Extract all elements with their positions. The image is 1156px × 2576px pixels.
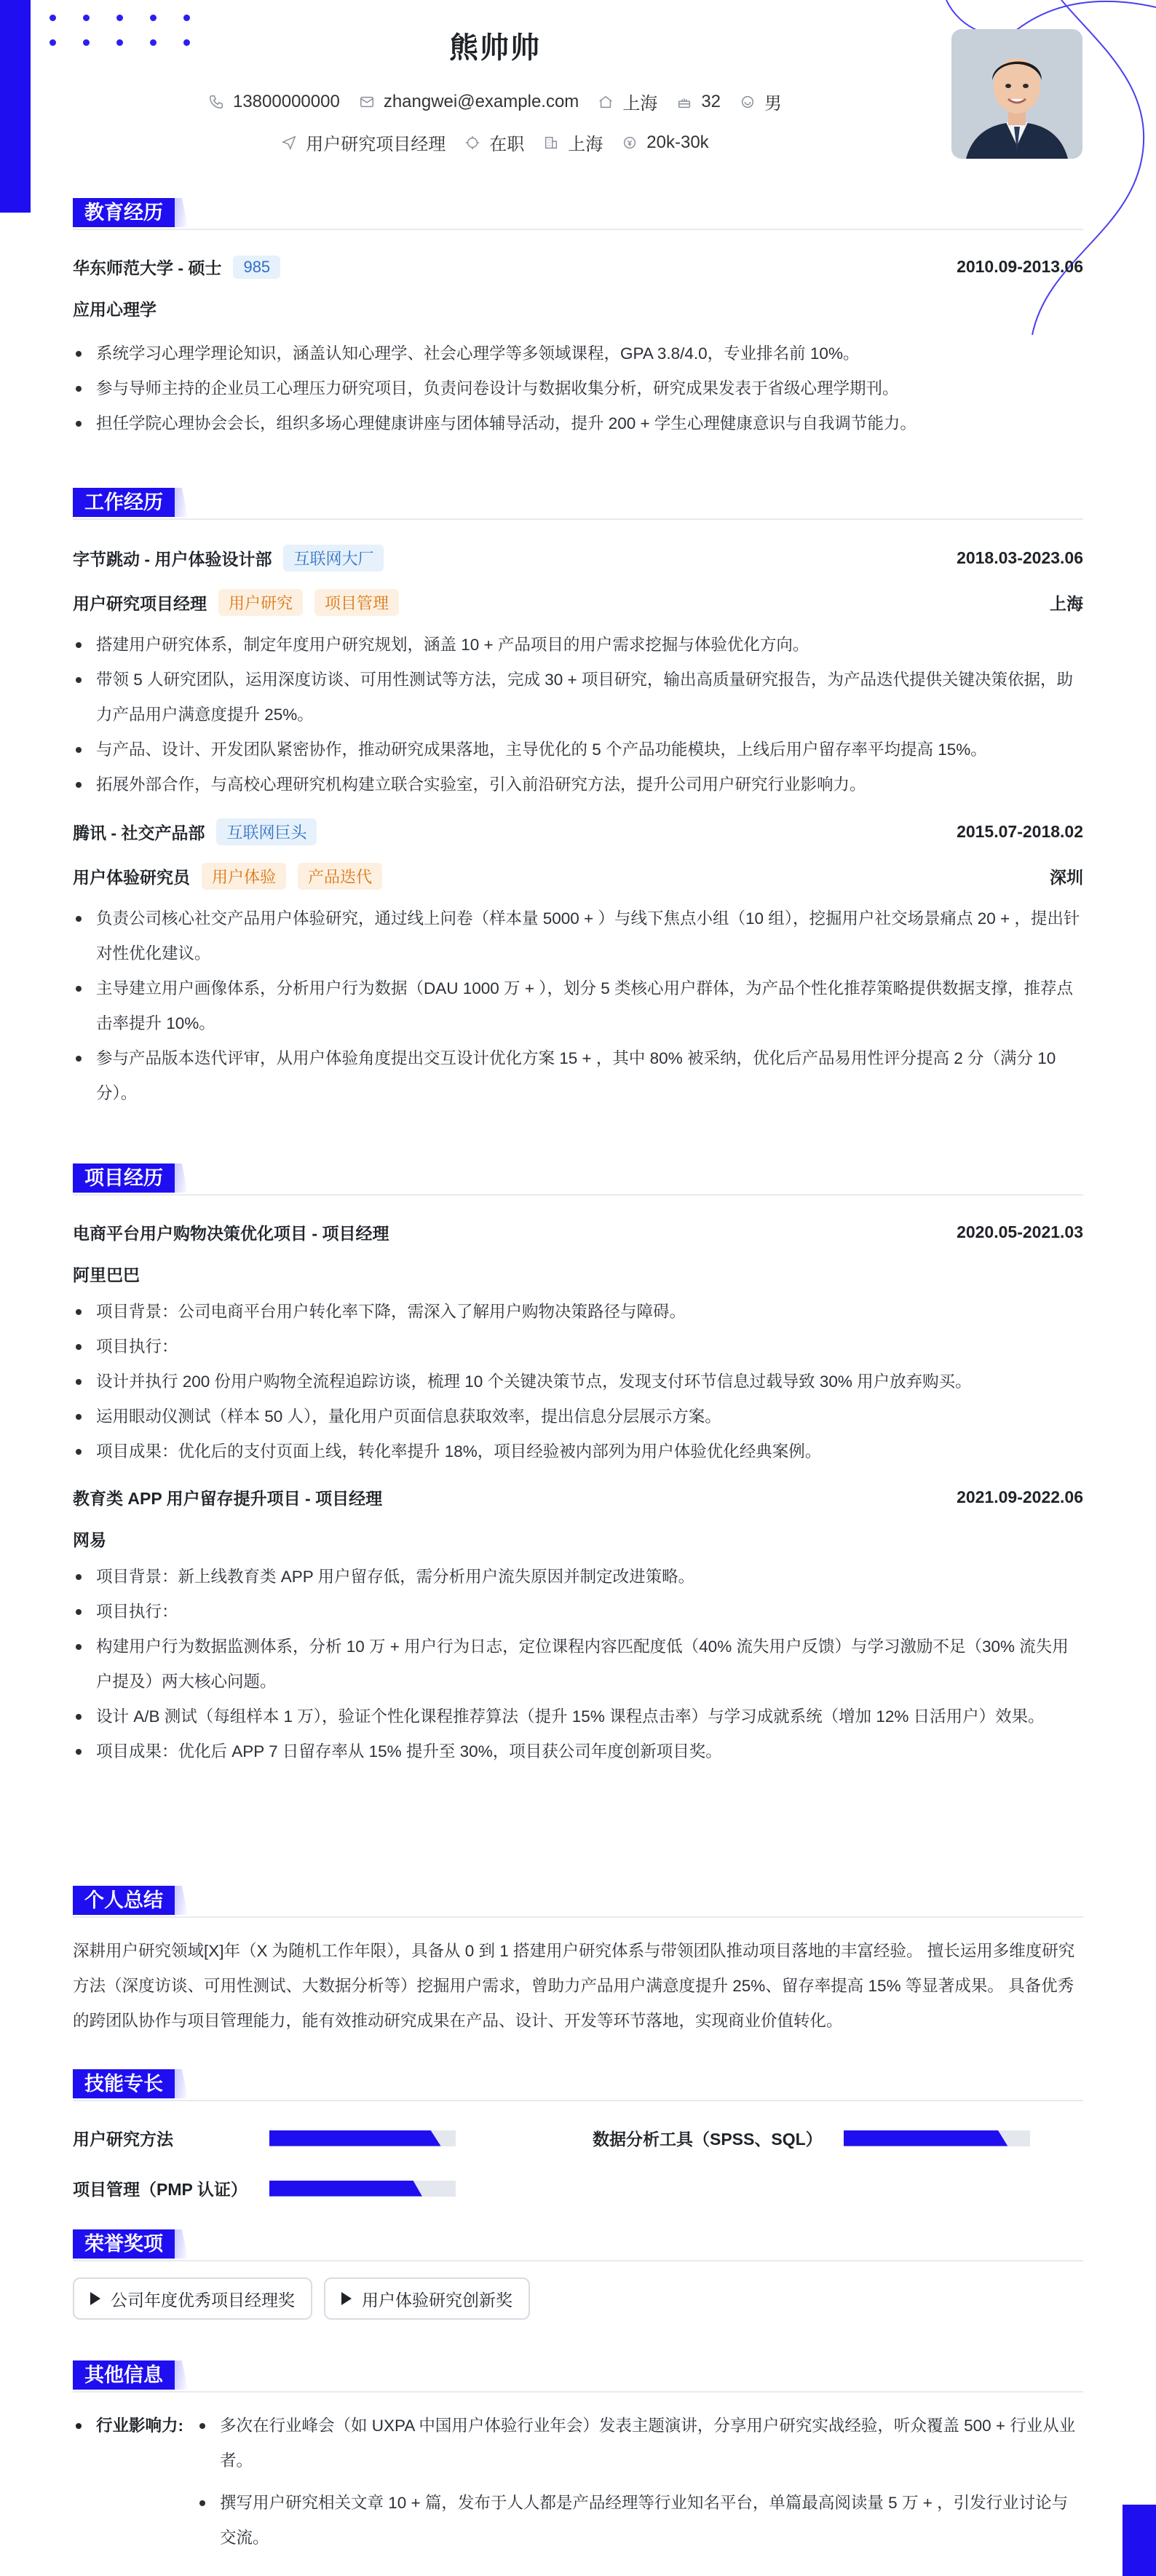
resume-header [0, 0, 1156, 189]
list-item: 参与导师主持的企业员工心理压力研究项目，负责问卷设计与数据收集分析，研究成果发表于省级心理学期刊。 [73, 371, 1083, 406]
education-major: 应用心理学 [73, 300, 157, 319]
profile-photo [951, 29, 1082, 159]
job-company-row [73, 545, 1083, 572]
cake-icon [676, 94, 692, 110]
award-item [324, 2277, 530, 2320]
phone-item [208, 92, 340, 112]
job-company-row [73, 818, 1083, 845]
skill-fill [269, 2181, 422, 2197]
skill-item [73, 2126, 563, 2150]
list-item: 项目成果：优化后的支付页面上线，转化率提升 18%，项目经验被内部列为用户体验优化经典案例。 [73, 1434, 1083, 1469]
skill-bar [269, 2130, 456, 2146]
email-item [359, 92, 579, 112]
job-period: 2018.03-2023.06 [957, 548, 1083, 567]
home-icon [598, 94, 614, 110]
gender-item [740, 89, 782, 114]
list-item: 带领 5 人研究团队，运用深度访谈、可用性测试等方法，完成 30 + 项目研究，输出高质量研究报告，为产品迭代提供关键决策依据，助力产品用户满意度提升 25%。 [73, 663, 1083, 732]
project-bullets [73, 1295, 1083, 1469]
list-item: 运用眼动仪测试（样本 50 人），量化用户页面信息获取效率，提出信息分层展示方案。 [73, 1399, 1083, 1434]
awards-title: 荣誉奖项 [73, 2229, 175, 2259]
school-name: 华东师范大学 - 硕士 [73, 258, 222, 277]
list-item: 与产品、设计、开发团队紧密协作，推动研究成果落地，主导优化的 5 个产品功能模块，上线后用户留存率平均提高 15%。 [73, 732, 1083, 767]
summary-title: 个人总结 [73, 1886, 175, 1915]
awards-list [73, 2277, 1083, 2320]
projects-section [73, 1163, 1083, 1785]
list-item: 担任学院心理协会会长，组织多场心理健康讲座与团体辅导活动，提升 200 + 学生心理健康意识与自我调节能力。 [73, 406, 1083, 441]
project-name: 教育类 APP 用户留存提升项目 - 项目经理 [73, 1489, 383, 1508]
skill-name: 项目管理（PMP 认证） [73, 2180, 248, 2199]
award-label: 公司年度优秀项目经理奖 [111, 2290, 295, 2310]
list-item: 设计 A/B 测试（每组样本 1 万），验证个性化课程推荐算法（提升 15% 课程点击率）与学习成就系统（增加 12% 日活用户）效果。 [73, 1699, 1083, 1734]
project-row [73, 1485, 1083, 1509]
job-period: 2015.07-2018.02 [957, 822, 1083, 841]
awards-section [73, 2229, 1083, 2320]
list-item: 搭建用户研究体系，制定年度用户研究规划，涵盖 10 + 产品项目的用户需求挖掘与体验优化方向。 [73, 628, 1083, 663]
status-icon [464, 135, 480, 151]
project-org: 网易 [73, 1530, 106, 1549]
salary-text: 20k-30k [646, 132, 709, 152]
job-role: 用户研究项目经理 [73, 594, 207, 613]
skill-fill [269, 2130, 441, 2146]
project-row [73, 1220, 1083, 1244]
age-item [676, 92, 721, 112]
mail-icon [359, 94, 375, 110]
list-item: 负责公司核心社交产品用户体验研究，通过线上问卷（样本量 5000 + ）与线下焦点小组（10 组），挖掘用户社交场景痛点 20 + ，提出针对性优化建议。 [73, 901, 1083, 971]
job-title-text: 用户研究项目经理 [306, 135, 446, 154]
awards-header [73, 2229, 1083, 2261]
education-title: 教育经历 [73, 198, 175, 227]
other-row [73, 2409, 1083, 2563]
skill-bar [844, 2130, 1030, 2146]
project-period: 2021.09-2022.06 [957, 1487, 1083, 1506]
award-label: 用户体验研究创新奖 [362, 2290, 512, 2310]
company-tag: 互联网大厂 [283, 545, 384, 572]
education-header [73, 198, 1083, 230]
project-period: 2020.05-2021.03 [957, 1222, 1083, 1241]
coin-icon [622, 135, 638, 151]
award-item [73, 2277, 312, 2320]
skills-title: 技能专长 [73, 2069, 175, 2098]
other-label: 行业影响力: [73, 2409, 197, 2563]
age-text: 32 [701, 91, 721, 111]
phone-icon [208, 94, 224, 110]
job-entry [73, 545, 1083, 802]
list-item: 撰写用户研究相关文章 10 + 篇，发布于人人都是产品经理等行业知名平台，单篇最高阅读量 5 万 + ，引发行业讨论与交流。 [197, 2486, 1083, 2556]
phone-text: 13800000000 [232, 91, 340, 111]
school-tag: 985 [233, 256, 280, 279]
skill-name: 数据分析工具（SPSS、SQL） [593, 2130, 823, 2149]
list-item: 构建用户行为数据监测体系，分析 10 万 + 用户行为日志，定位课程内容匹配度低（40% 流失用户反馈）与学习激励不足（30% 流失用户提及）两大核心问题。 [73, 1629, 1083, 1699]
work-section [73, 488, 1083, 1127]
role-tag: 用户体验 [202, 863, 286, 890]
list-item: 项目执行： [73, 1595, 1083, 1629]
job-role-row [73, 863, 1083, 890]
contact-row [0, 89, 990, 114]
projects-header [73, 1163, 1083, 1196]
job-bullets [73, 628, 1083, 802]
job-company: 字节跳动 - 用户体验设计部 [73, 550, 272, 569]
skills-header [73, 2069, 1083, 2101]
other-section [73, 2360, 1083, 2563]
job-bullets [73, 901, 1083, 1111]
person-name: 熊帅帅 [449, 32, 541, 64]
skill-fill [844, 2130, 1007, 2146]
skill-item [593, 2126, 1083, 2150]
status-text: 在职 [489, 135, 525, 154]
work-title: 工作经历 [73, 488, 175, 517]
skill-name: 用户研究方法 [73, 2130, 173, 2149]
project-entry [73, 1220, 1083, 1469]
summary-text: 深耕用户研究领域[X]年（X 为随机工作年限），具备从 0 到 1 搭建用户研究体系与带领团队推动项目落地的丰富经验。 擅长运用多维度研究方法（深度访谈、可用性测试、大数据分析等）挖掘用户需求，曾助力产品用户满意度提升 25%、留存率提高 15% 等显著成果。 具备优秀的跨团队协作与项目管理能力，能有效推动研究成果在产品、设计、开发等环节落地，实现商业价值转化。 [73, 1942, 1075, 2030]
job-entry [73, 818, 1083, 1111]
role-tag: 项目管理 [314, 589, 399, 616]
education-row [73, 255, 1083, 279]
job-role-row [73, 589, 1083, 616]
send-icon [281, 135, 297, 151]
skills-grid [73, 2126, 1083, 2200]
project-name: 电商平台用户购物决策优化项目 - 项目经理 [73, 1224, 389, 1243]
job-role: 用户体验研究员 [73, 868, 190, 887]
gender-text: 男 [764, 94, 783, 114]
play-triangle-icon [341, 2292, 352, 2305]
status-item [464, 130, 524, 155]
role-tag: 产品迭代 [298, 863, 382, 890]
project-bullets [73, 1560, 1083, 1769]
job-title-item [281, 130, 446, 155]
job-location: 深圳 [1050, 868, 1083, 887]
other-header [73, 2360, 1083, 2393]
education-period: 2010.09-2013.06 [957, 257, 1083, 276]
home-city-text: 上海 [622, 94, 658, 114]
work-header [73, 488, 1083, 520]
skills-section [73, 2069, 1083, 2200]
project-entry [73, 1485, 1083, 1769]
play-triangle-icon [90, 2292, 100, 2305]
home-city-item [598, 89, 657, 114]
summary-header [73, 1886, 1083, 1918]
list-item: 项目背景：公司电商平台用户转化率下降，需深入了解用户购物决策路径与障碍。 [73, 1295, 1083, 1330]
other-list [197, 2409, 1083, 2563]
skill-item [73, 2176, 563, 2200]
work-city-text: 上海 [568, 135, 603, 154]
list-item: 项目执行： [73, 1330, 1083, 1364]
job-location: 上海 [1050, 594, 1083, 613]
job-row [0, 130, 990, 155]
education-section [73, 198, 1083, 441]
education-bullets [73, 336, 1083, 441]
salary-item [622, 133, 708, 153]
job-company: 腾讯 - 社交产品部 [73, 823, 205, 842]
summary-section [73, 1886, 1083, 2039]
list-item: 多次在行业峰会（如 UXPA 中国用户体验行业年会）发表主题演讲，分享用户研究实战经验，听众覆盖 500 + 行业从业者。 [197, 2409, 1083, 2478]
skill-bar [269, 2181, 456, 2197]
list-item: 项目背景：新上线教育类 APP 用户留存低，需分析用户流失原因并制定改进策略。 [73, 1560, 1083, 1595]
company-tag: 互联网巨头 [216, 818, 317, 845]
decor-bottom-right-bar [1123, 2505, 1156, 2576]
project-org: 阿里巴巴 [73, 1265, 140, 1284]
work-city-item [543, 130, 603, 155]
list-item: 主导建立用户画像体系，分析用户行为数据（DAU 1000 万 + ），划分 5 类核心用户群体，为产品个性化推荐策略提供数据支撑，推荐点击率提升 10%。 [73, 971, 1083, 1041]
list-item: 参与产品版本迭代评审，从用户体验角度提出交互设计优化方案 15 + ，其中 80% 被采纳，优化后产品易用性评分提高 2 分（满分 10 分）。 [73, 1041, 1083, 1111]
role-tag: 用户研究 [218, 589, 303, 616]
list-item: 拓展外部合作，与高校心理研究机构建立联合实验室，引入前沿研究方法，提升公司用户研究行业影响力。 [73, 767, 1083, 802]
list-item: 设计并执行 200 份用户购物全流程追踪访谈，梳理 10 个关键决策节点，发现支付环节信息过载导致 30% 用户放弃购买。 [73, 1364, 1083, 1399]
other-title: 其他信息 [73, 2360, 175, 2390]
email-text: zhangwei@example.com [383, 91, 579, 111]
list-item: 项目成果：优化后 APP 7 日留存率从 15% 提升至 30%，项目获公司年度创新项目奖。 [73, 1734, 1083, 1769]
list-item: 系统学习心理学理论知识，涵盖认知心理学、社会心理学等多领域课程，GPA 3.8/4.0，专业排名前 10%。 [73, 336, 1083, 371]
gender-icon [740, 94, 756, 110]
projects-title: 项目经历 [73, 1163, 175, 1193]
building-icon [543, 135, 559, 151]
